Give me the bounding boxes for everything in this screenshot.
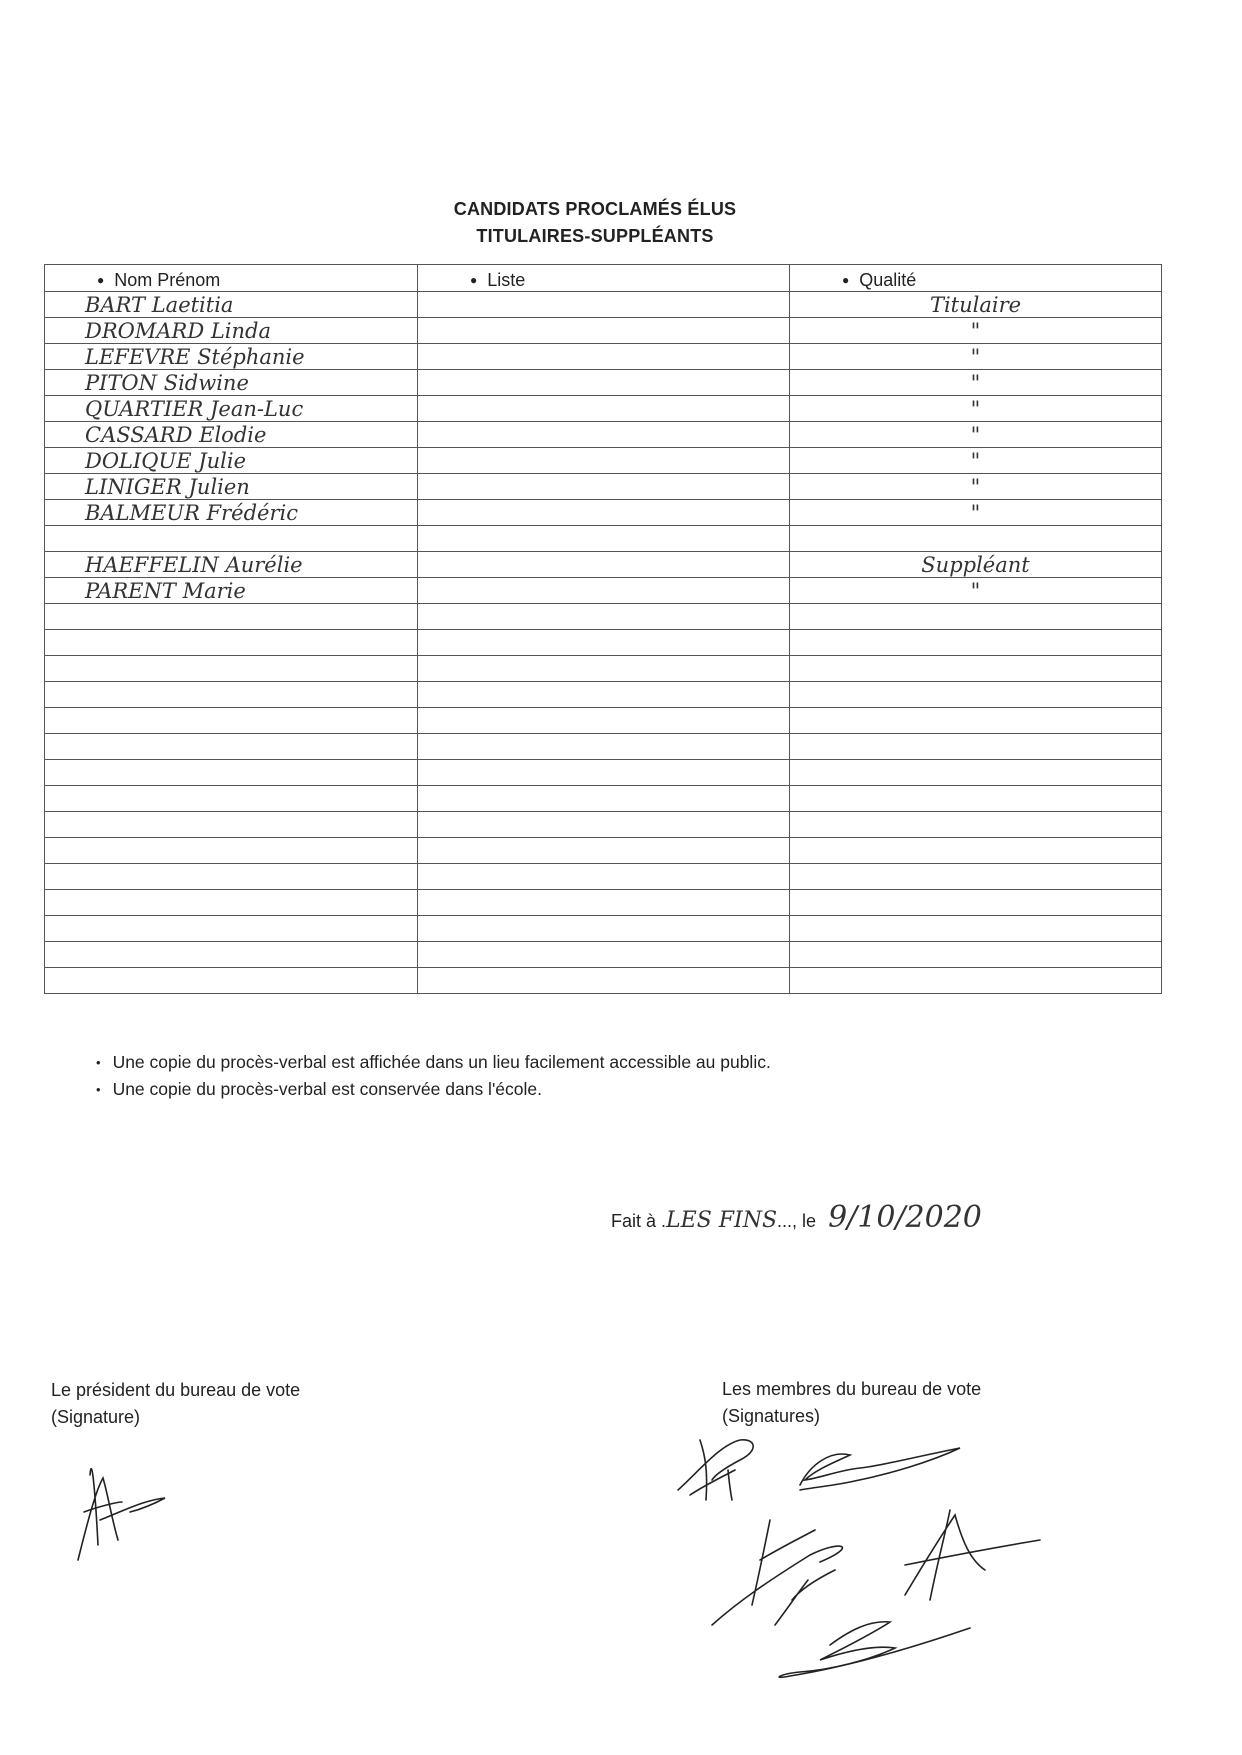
president-label: Le président du bureau de vote <box>51 1380 301 1400</box>
cell-qualite: " <box>790 370 1162 396</box>
cell-name: DROMARD Linda <box>45 318 418 344</box>
cell-name: PITON Sidwine <box>45 370 418 396</box>
members-signature-label: (Signatures) <box>722 1406 821 1426</box>
cell-qualite: " <box>790 396 1162 422</box>
column-header-liste: ● Liste <box>418 265 790 292</box>
list-item: • Une copie du procès-verbal est conservée dans l'école. <box>96 1076 771 1103</box>
members-label: Les membres du bureau de vote <box>722 1379 982 1399</box>
cell-name: CASSARD Elodie <box>45 422 418 448</box>
column-header-qualite: ● Qualité <box>790 265 1162 292</box>
cell-qualite: " <box>790 318 1162 344</box>
bullet-icon: ● <box>97 273 105 287</box>
fait-prefix: Fait à . <box>611 1211 667 1231</box>
cell-qualite: Suppléant <box>790 552 1162 578</box>
cell-qualite: " <box>790 474 1162 500</box>
place-handwritten: LES FINS <box>666 1208 778 1233</box>
cell-qualite: " <box>790 500 1162 526</box>
cell-name: BALMEUR Frédéric <box>45 500 418 526</box>
president-signature-mark <box>78 1469 165 1560</box>
cell-qualite: " <box>790 578 1162 604</box>
cell-name: LINIGER Julien <box>45 474 418 500</box>
cell-name: PARENT Marie <box>45 578 418 604</box>
bullet-icon: ● <box>842 273 850 287</box>
cell-qualite: Titulaire <box>790 292 1162 318</box>
members-signature-marks <box>678 1440 1040 1678</box>
fait-middle: ..., le <box>777 1211 817 1231</box>
cell-name: BART Laetitia <box>45 292 418 318</box>
cell-qualite: " <box>790 448 1162 474</box>
cell-name: LEFEVRE Stéphanie <box>45 344 418 370</box>
cell-name: DOLIQUE Julie <box>45 448 418 474</box>
date-handwritten: 9/10/2020 <box>828 1200 982 1235</box>
president-signature-label: (Signature) <box>51 1407 141 1427</box>
list-item: • Une copie du procès-verbal est affichée dans un lieu facilement accessible au public. <box>96 1049 771 1076</box>
cell-qualite: " <box>790 344 1162 370</box>
document-title: CANDIDATS PROCLAMÉS ÉLUS <box>453 199 737 219</box>
cell-qualite: " <box>790 422 1162 448</box>
column-header-name: ● Nom Prénom <box>45 265 418 292</box>
bullet-icon: ● <box>470 273 478 287</box>
cell-name: QUARTIER Jean-Luc <box>45 396 418 422</box>
cell-name: HAEFFELIN Aurélie <box>45 552 418 578</box>
document-subtitle: TITULAIRES-SUPPLÉANTS <box>476 226 714 246</box>
